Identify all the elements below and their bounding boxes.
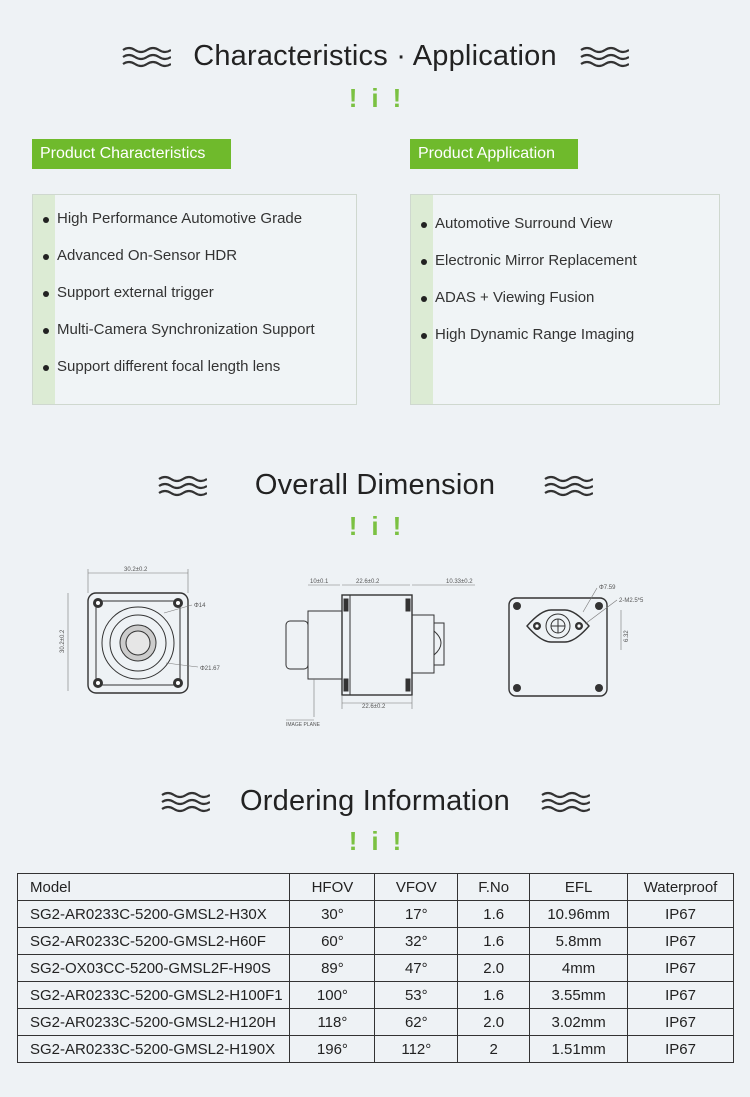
list-item: Support external trigger: [43, 283, 315, 320]
dimension-label: Φ14: [194, 603, 206, 609]
list-item: Multi-Camera Synchronization Support: [43, 320, 315, 357]
table-cell: IP67: [628, 955, 734, 982]
table-cell: 1.6: [458, 928, 530, 955]
table-row: [18, 928, 734, 955]
dimension-label: 10.33±0.2: [446, 579, 473, 585]
table-row: [18, 982, 734, 1009]
table-cell: 3.55mm: [530, 982, 628, 1009]
table-cell: SG2-AR0233C-5200-GMSL2-H120H: [18, 1009, 290, 1036]
dimension-label: 22.6±0.2: [356, 579, 380, 585]
column-header: Model: [18, 874, 290, 901]
table-row: [18, 955, 734, 982]
wave-icon: [160, 791, 210, 813]
table-cell: IP67: [628, 982, 734, 1009]
wave-icon: [579, 46, 629, 68]
wave-icon: [543, 475, 593, 497]
table-cell: 60°: [290, 928, 375, 955]
table-cell: 47°: [375, 955, 458, 982]
list-item: Electronic Mirror Replacement: [421, 251, 637, 288]
exclamation-decoration-icon: ! i !: [348, 826, 402, 856]
table-cell: 17°: [375, 901, 458, 928]
table-cell: 118°: [290, 1009, 375, 1036]
column-header: EFL: [530, 874, 628, 901]
back-view-drawing: [495, 580, 675, 705]
wave-icon: [157, 475, 207, 497]
table-cell: IP67: [628, 1009, 734, 1036]
application-panel: [410, 194, 720, 405]
table-cell: SG2-AR0233C-5200-GMSL2-H100F1: [18, 982, 290, 1009]
table-header-row: [18, 874, 734, 901]
list-item: Automotive Surround View: [421, 214, 637, 251]
dimension-heading: [0, 469, 750, 502]
wave-icon: [540, 791, 590, 813]
table-cell: SG2-AR0233C-5200-GMSL2-H190X: [18, 1036, 290, 1063]
table-cell: 2.0: [458, 1009, 530, 1036]
exclamation-decoration-icon: ! i !: [348, 511, 402, 541]
table-cell: IP67: [628, 1036, 734, 1063]
table-cell: SG2-AR0233C-5200-GMSL2-H30X: [18, 901, 290, 928]
front-view-drawing: [52, 563, 242, 703]
ordering-heading: [0, 785, 750, 818]
table-cell: IP67: [628, 928, 734, 955]
application-tag: Product Application: [410, 139, 578, 169]
dimension-label: Φ21.67: [200, 666, 220, 672]
column-header: F.No: [458, 874, 530, 901]
dimension-label: 22.6±0.2: [362, 704, 386, 710]
dimension-label: 30.2±0.2: [60, 629, 66, 653]
characteristics-panel: [32, 194, 357, 405]
section-title: Ordering Information: [240, 785, 510, 817]
dimension-label: Φ7.59: [599, 585, 616, 591]
list-item: High Dynamic Range Imaging: [421, 325, 637, 362]
table-cell: 89°: [290, 955, 375, 982]
table-cell: 53°: [375, 982, 458, 1009]
table-cell: SG2-OX03CC-5200-GMSL2F-H90S: [18, 955, 290, 982]
column-header: Waterproof: [628, 874, 734, 901]
list-item: Support different focal length lens: [43, 357, 315, 394]
dimension-label: 2-M2.5*5: [619, 598, 644, 604]
table-cell: 32°: [375, 928, 458, 955]
table-cell: 2.0: [458, 955, 530, 982]
column-header: VFOV: [375, 874, 458, 901]
column-header: HFOV: [290, 874, 375, 901]
table-cell: 196°: [290, 1036, 375, 1063]
wave-icon: [121, 46, 171, 68]
table-cell: IP67: [628, 901, 734, 928]
table-cell: 100°: [290, 982, 375, 1009]
dimension-label: 30.2±0.2: [124, 567, 148, 573]
exclamation-decoration-icon: ! i !: [348, 83, 402, 113]
characteristics-heading: [0, 40, 750, 73]
table-cell: 2: [458, 1036, 530, 1063]
dimension-label: IMAGE PLANE: [286, 722, 320, 728]
side-view-drawing: [270, 575, 500, 730]
characteristics-tag: Product Characteristics: [32, 139, 231, 169]
section-title: Characteristics · Application: [193, 40, 557, 72]
list-item: Advanced On-Sensor HDR: [43, 246, 315, 283]
table-cell: SG2-AR0233C-5200-GMSL2-H60F: [18, 928, 290, 955]
table-cell: 3.02mm: [530, 1009, 628, 1036]
list-item: High Performance Automotive Grade: [43, 209, 315, 246]
list-item: ADAS + Viewing Fusion: [421, 288, 637, 325]
table-cell: 1.51mm: [530, 1036, 628, 1063]
table-cell: 1.6: [458, 982, 530, 1009]
table-cell: 10.96mm: [530, 901, 628, 928]
dimension-label: 6.32: [624, 630, 630, 642]
ordering-table: [17, 873, 734, 1063]
table-cell: 4mm: [530, 955, 628, 982]
table-row: [18, 901, 734, 928]
section-title: Overall Dimension: [254, 469, 496, 501]
table-row: [18, 1009, 734, 1036]
table-cell: 62°: [375, 1009, 458, 1036]
table-cell: 5.8mm: [530, 928, 628, 955]
table-cell: 1.6: [458, 901, 530, 928]
table-cell: 112°: [375, 1036, 458, 1063]
table-cell: 30°: [290, 901, 375, 928]
table-row: [18, 1036, 734, 1063]
dimension-label: 10±0.1: [310, 579, 329, 585]
